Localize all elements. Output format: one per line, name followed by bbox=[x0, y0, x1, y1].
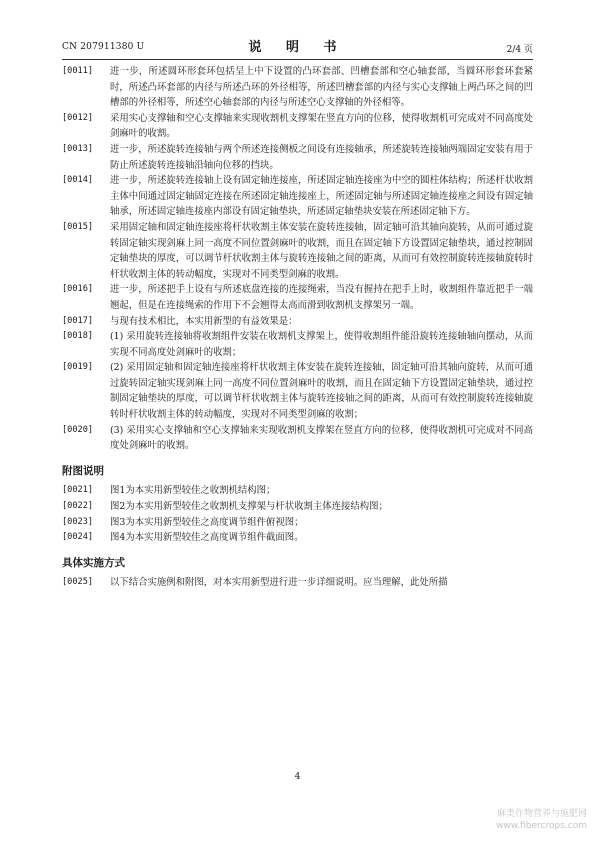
paragraph-text: 图4为本实用新型较佳之高度调节组件截面图。 bbox=[110, 532, 304, 544]
paragraph-number: [0016] bbox=[62, 284, 94, 295]
paragraph bbox=[62, 483, 533, 499]
paragraph-number: [0018] bbox=[62, 331, 94, 342]
paragraph-text: 采用实心支撑轴和空心支撑轴来实现收割机支撑架在竖直方向的位移，使得收割机可完成对不同高度处剑麻叶的收割。 bbox=[110, 112, 533, 140]
page-info: 2/4 页 bbox=[506, 45, 533, 55]
paragraph-text: (2) 采用固定轴和固定轴连接座将杆状收割主体安装在旋转连接轴，固定轴可沿其轴向旋转，从而可通过旋转固定轴实现剑麻上同一高度不同位置剑麻叶的收割，而且在固定轴下方设置固定轴垫块，通过控制固定轴垫块的厚度，可以调节杆状收割主体与旋转连接轴之间的距离，从而可有效控制旋转连接轴旋转时杆状收割主体的转动幅度，实现对不同类型剑麻的收割； bbox=[110, 362, 533, 421]
paragraph-text: (3) 采用实心支撑轴和空心支撑轴来实现收割机支撑架在竖直方向的位移，使得收割机可完成对不同高度处剑麻叶的收割。 bbox=[110, 424, 533, 452]
paragraph-number: [0014] bbox=[62, 175, 94, 186]
section-heading-figures: 附图说明 bbox=[62, 464, 104, 477]
paragraph-text: 采用固定轴和固定轴连接座将杆状收割主体安装在旋转连接轴，固定轴可沿其轴向旋转，从而可通过旋转固定轴实现剑麻上同一高度不同位置剑麻叶的收割，而且在固定轴下方设置固定轴垫块，通过控制固定轴垫块的厚度，可以调节杆状收割主体与旋转连接轴之间的距离，从而可有效控制旋转连接轴旋转时杆状收割主体的转动幅度，实现对不同类型剑麻的收割。 bbox=[110, 221, 533, 280]
paragraph-number: [0017] bbox=[62, 315, 94, 326]
document-body bbox=[62, 64, 533, 591]
paragraph-number: [0019] bbox=[62, 362, 94, 373]
paragraph-number: [0023] bbox=[62, 516, 94, 527]
paragraph bbox=[62, 142, 533, 173]
paragraph-number: [0011] bbox=[62, 66, 94, 76]
paragraph-text: 进一步，所述把手上设有与所述底盘连接的连接绳索，当没有握持在把手上时，收割组件靠近把手一端翘起，但是在连接绳索的作用下不会翘得太高而滑到收割机支撑架另一端。 bbox=[110, 284, 533, 311]
paragraph-text: 图1为本实用新型较佳之收割机结构图； bbox=[110, 485, 276, 497]
page-number: 4 bbox=[294, 772, 301, 782]
watermark-line1: 麻类作物营养与施肥网 bbox=[496, 809, 587, 819]
document-title: 说 明 书 bbox=[248, 40, 347, 55]
section-heading-embodiment: 具体实施方式 bbox=[62, 556, 125, 569]
paragraph-text: 图2为本实用新型较佳之收割机支撑架与杆状收割主体连接结构图； bbox=[110, 501, 388, 513]
header-rule bbox=[62, 59, 533, 60]
watermark bbox=[496, 808, 587, 832]
paragraph-number: [0015] bbox=[62, 221, 94, 232]
paragraph bbox=[62, 220, 533, 282]
paragraph-text: 图3为本实用新型较佳之高度调节组件俯视图； bbox=[110, 516, 304, 528]
paragraph bbox=[62, 575, 533, 591]
paragraph bbox=[62, 314, 533, 330]
paragraphs-figures bbox=[62, 483, 533, 545]
paragraph-text: 以下结合实施例和附图，对本实用新型进行进一步详细说明。应当理解，此处所描 bbox=[110, 577, 448, 589]
paragraph bbox=[62, 499, 533, 515]
paragraph-number: [0020] bbox=[62, 424, 94, 435]
paragraph-text: (1) 采用旋转连接轴将收割组件安装在收割机支撑架上，使得收割组件能沿旋转连接轴轴向摆动，从而实现不同高度处剑麻叶的收割； bbox=[110, 331, 533, 358]
paragraph bbox=[62, 423, 533, 454]
paragraphs-top bbox=[62, 64, 533, 454]
paragraph-text: 进一步，所述旋转连接轴上设有固定轴连接座，所述固定轴连接座为中空的圆柱体结构；所述杆状收割主体中间通过固定轴固定连接在所述固定轴连接座上，所述固定轴与所述固定轴连接座之间设有固定轴轴承，所述固定轴连接座内部设有固定轴垫块，所述固定轴垫块安装在所述固定轴下方。 bbox=[110, 175, 533, 218]
paragraph bbox=[62, 173, 533, 220]
paragraph bbox=[62, 282, 533, 313]
watermark-line2: www.fibercrops.com bbox=[496, 821, 587, 831]
paragraphs-embodiment bbox=[62, 575, 533, 591]
paragraph bbox=[62, 360, 533, 422]
paragraph bbox=[62, 64, 533, 111]
paragraph-text: 与现有技术相比，本实用新型的有益效果是： bbox=[110, 315, 298, 327]
paragraph-number: [0024] bbox=[62, 532, 94, 543]
paragraph-number: [0013] bbox=[62, 143, 94, 154]
paragraph bbox=[62, 111, 533, 142]
paragraph-number: [0025] bbox=[62, 577, 94, 588]
paragraph-number: [0022] bbox=[62, 501, 94, 512]
paragraph-text: 进一步，所述旋转连接轴与两个所述连接侧板之间设有连接轴承，所述旋转连接轴两端固定安装有用于防止所述旋转连接轴沿轴向位移的挡块。 bbox=[110, 143, 533, 171]
paragraph-number: [0012] bbox=[62, 112, 94, 123]
publication-number: CN 207911380 U bbox=[62, 42, 145, 52]
paragraph-text: 进一步，所述圆环形套环包括呈上中下设置的凸环套部、凹槽套部和空心轴套部，当圆环形套环套紧时，所述凸环套部的内径与所述凸环的外径相等，所述凹槽套部的内径与实心支撑轴上两凸环之间的凹槽部的外径相等，所述空心轴套部的内径与所述空心支撑轴的外径相等。 bbox=[110, 66, 533, 109]
paragraph bbox=[62, 530, 533, 546]
paragraph bbox=[62, 515, 533, 531]
paragraph bbox=[62, 329, 533, 360]
page-header bbox=[62, 36, 533, 56]
paragraph-number: [0021] bbox=[62, 485, 94, 496]
